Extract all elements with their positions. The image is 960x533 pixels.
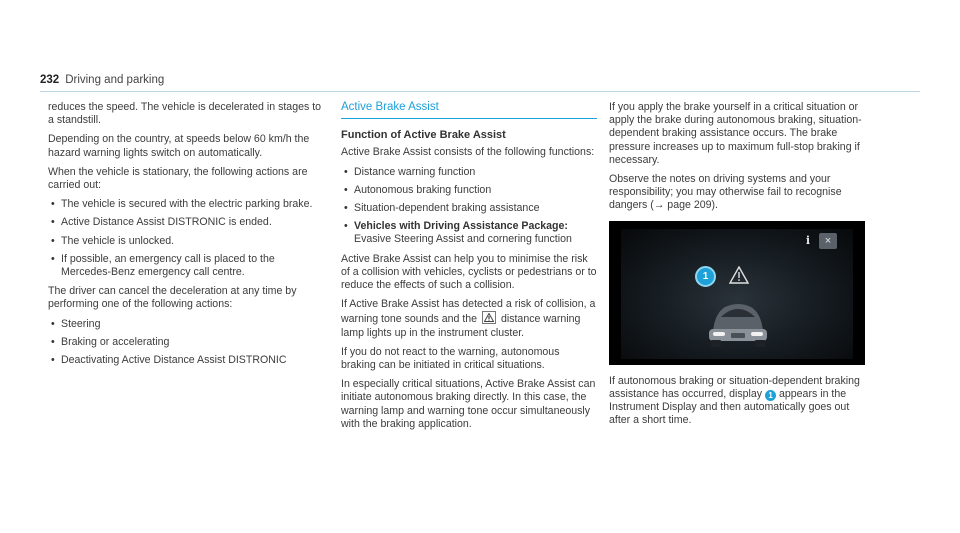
page-link[interactable]: page 209 [664,199,712,212]
paragraph [609,173,865,213]
list-item: • The vehicle is secured with the electric parking brake. [48,198,323,211]
list-item: • Active Distance Assist DISTRONIC is ended. [48,216,323,229]
paragraph: Active Brake Assist consists of the following functions: [341,146,595,159]
close-icon: × [819,233,837,249]
cancel-actions-list [48,318,323,368]
list-item: • Steering [48,318,323,331]
column-left [48,101,323,373]
paragraph: In especially critical situations, Active Brake Assist can initiate autonomous braking directly. In this case, the warning lamp and warning tone occur simultaneously with the braking application. [341,378,596,430]
list-item: • Distance warning function [341,166,597,179]
list-item: • The vehicle is unlocked. [48,235,323,248]
function-list [341,166,597,247]
text-span: If autonomous braking or situation-dependent braking assistance has occurred, display [609,374,860,400]
list-item: • If possible, an emergency call is placed to the Mercedes-Benz emergency call centre. [48,253,323,279]
instrument-display-image [609,221,865,365]
paragraph: reduces the speed. The vehicle is decelerated in stages to a standstill. [48,101,322,127]
paragraph: When the vehicle is stationary, the following actions are carried out: [48,165,308,192]
header-divider [40,91,920,92]
paragraph: If you apply the brake yourself in a critical situation or apply the brake during autonomous braking, situation-dependent braking assistance occurs. The brake pressure increases up to maximum full-stop braking if necessary. [609,101,862,166]
paragraph: Active Brake Assist can help you to minimise the risk of a collision with vehicles, cyclists or pedestrians or to reduce the effects of such a collision. [341,252,597,292]
section-title: Active Brake Assist [341,101,597,119]
paragraph: If you do not react to the warning, autonomous braking can be initiated in critical situations. [341,345,560,372]
warning-triangle-icon [729,266,749,284]
callout-badge: 1 [765,390,776,401]
column-middle [341,101,597,437]
text-span: Observe the notes on driving systems and your responsibility; you may otherwise fail to recognise dangers ( [609,173,842,212]
list-item: • Deactivating Active Distance Assist DISTRONIC [48,354,323,367]
header-section: Driving and parking [65,74,165,86]
paragraph [609,375,865,428]
distance-warning-icon [482,311,496,324]
text-span: If Active Brake Assist has detected a risk of collision, a warning tone sounds and the [341,298,596,326]
package-label: Vehicles with Driving Assistance Package: [354,220,568,233]
paragraph [341,298,597,340]
page-header [40,74,164,86]
list-item: • Autonomous braking function [341,184,597,197]
package-text: Evasive Steering Assist and cornering function [354,233,572,246]
display-callout: 1 [695,266,716,287]
info-icon: i [805,233,811,247]
action-list [48,198,323,279]
column-right [609,101,865,433]
text-span: appears in the Instrument Display and then automatically goes out after a short time. [609,387,850,427]
arrow-icon: → [653,199,665,212]
car-icon [699,293,777,351]
sub-heading: Function of Active Brake Assist [341,129,506,142]
paragraph: Depending on the country, at speeds below 60 km/h the hazard warning lights switch on automatically. [48,133,310,159]
text-span: ). [711,199,718,212]
list-item [341,220,597,246]
list-item: • Braking or accelerating [48,336,323,349]
page-number: 232 [40,74,60,86]
list-item: • Situation-dependent braking assistance [341,202,597,215]
display-screen [621,229,853,359]
paragraph: The driver can cancel the deceleration at any time by performing one of the following actions: [48,285,297,311]
text-span: distance warning lamp lights up in the instrument cluster. [341,313,581,339]
